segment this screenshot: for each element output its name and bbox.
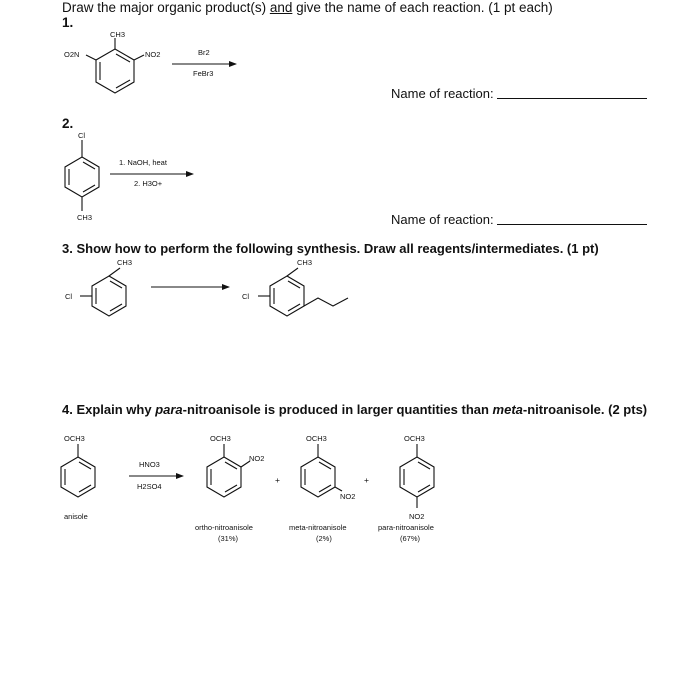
q4-anisole-och3-label: OCH3 bbox=[64, 434, 85, 443]
q4-plus-2: + bbox=[364, 475, 369, 485]
q4-anisole-name: anisole bbox=[64, 512, 88, 521]
q4-text-para: para bbox=[155, 402, 183, 417]
q4-meta-yield: (2%) bbox=[316, 534, 332, 543]
q4-para-structure bbox=[400, 444, 434, 508]
q4-para-name: para-nitroanisole bbox=[378, 523, 434, 532]
q3-start-cl-label: Cl bbox=[65, 292, 73, 301]
q3-start-ch3-label: CH3 bbox=[117, 258, 133, 267]
q4-meta-no2-label: NO2 bbox=[340, 492, 356, 501]
q2-reagent-2: 2. H3O+ bbox=[134, 179, 163, 188]
header-text-underlined: and bbox=[269, 0, 293, 15]
q4-meta-name: meta-nitroanisole bbox=[289, 523, 347, 532]
q4-ortho-och3-label: OCH3 bbox=[210, 434, 231, 443]
header-text-a: Draw the major organic product(s) bbox=[62, 0, 270, 15]
question-2-number: 2. bbox=[62, 116, 74, 131]
q4-anisole-structure bbox=[61, 444, 95, 497]
q2-reagent-1: 1. NaOH, heat bbox=[119, 158, 167, 167]
q4-ortho-structure bbox=[207, 444, 250, 497]
q4-meta-och3-label: OCH3 bbox=[306, 434, 327, 443]
q1-reactant-structure bbox=[86, 38, 144, 93]
q2-reactant-structure bbox=[65, 140, 99, 211]
q4-text-1: 4. Explain why bbox=[62, 402, 156, 417]
q2-ch3-label: CH3 bbox=[77, 213, 93, 222]
q2-name-label: Name of reaction: bbox=[391, 212, 494, 227]
q1-reagent-top: Br2 bbox=[198, 48, 210, 57]
q4-para-och3-label: OCH3 bbox=[404, 434, 425, 443]
q4-ortho-no2-label: NO2 bbox=[249, 454, 265, 463]
q1-ch3-label: CH3 bbox=[110, 30, 126, 39]
q2-cl-label: Cl bbox=[78, 131, 86, 140]
q4-text-meta: meta bbox=[492, 402, 523, 417]
question-1-number: 1. bbox=[62, 15, 74, 30]
q1-o2n-label: O2N bbox=[64, 50, 80, 59]
q4-ortho-name: ortho-nitroanisole bbox=[195, 523, 253, 532]
q1-reagent-bottom: FeBr3 bbox=[193, 69, 214, 78]
q4-reagent-bottom: H2SO4 bbox=[137, 482, 162, 491]
q3-target-structure bbox=[258, 268, 348, 316]
q4-ortho-yield: (31%) bbox=[218, 534, 239, 543]
q4-reagent-top: HNO3 bbox=[139, 460, 160, 469]
question-3-text: 3. Show how to perform the following synthesis. Draw all reagents/intermediates. (1 pt) bbox=[62, 241, 599, 256]
q3-target-ch3-label: CH3 bbox=[297, 258, 313, 267]
q4-para-no2-label: NO2 bbox=[409, 512, 425, 521]
q4-text-3: -nitroanisole is produced in larger quantities than bbox=[182, 402, 493, 417]
q4-plus-1: + bbox=[275, 475, 280, 485]
q4-meta-structure bbox=[301, 444, 342, 497]
q1-name-label: Name of reaction: bbox=[391, 86, 494, 101]
q1-no2-label: NO2 bbox=[145, 50, 161, 59]
q4-text-5: -nitroanisole. (2 pts) bbox=[522, 402, 648, 417]
q3-target-cl-label: Cl bbox=[242, 292, 250, 301]
header-text-b: give the name of each reaction. (1 pt each) bbox=[292, 0, 553, 15]
q4-para-yield: (67%) bbox=[400, 534, 421, 543]
q3-starting-structure bbox=[80, 268, 126, 316]
